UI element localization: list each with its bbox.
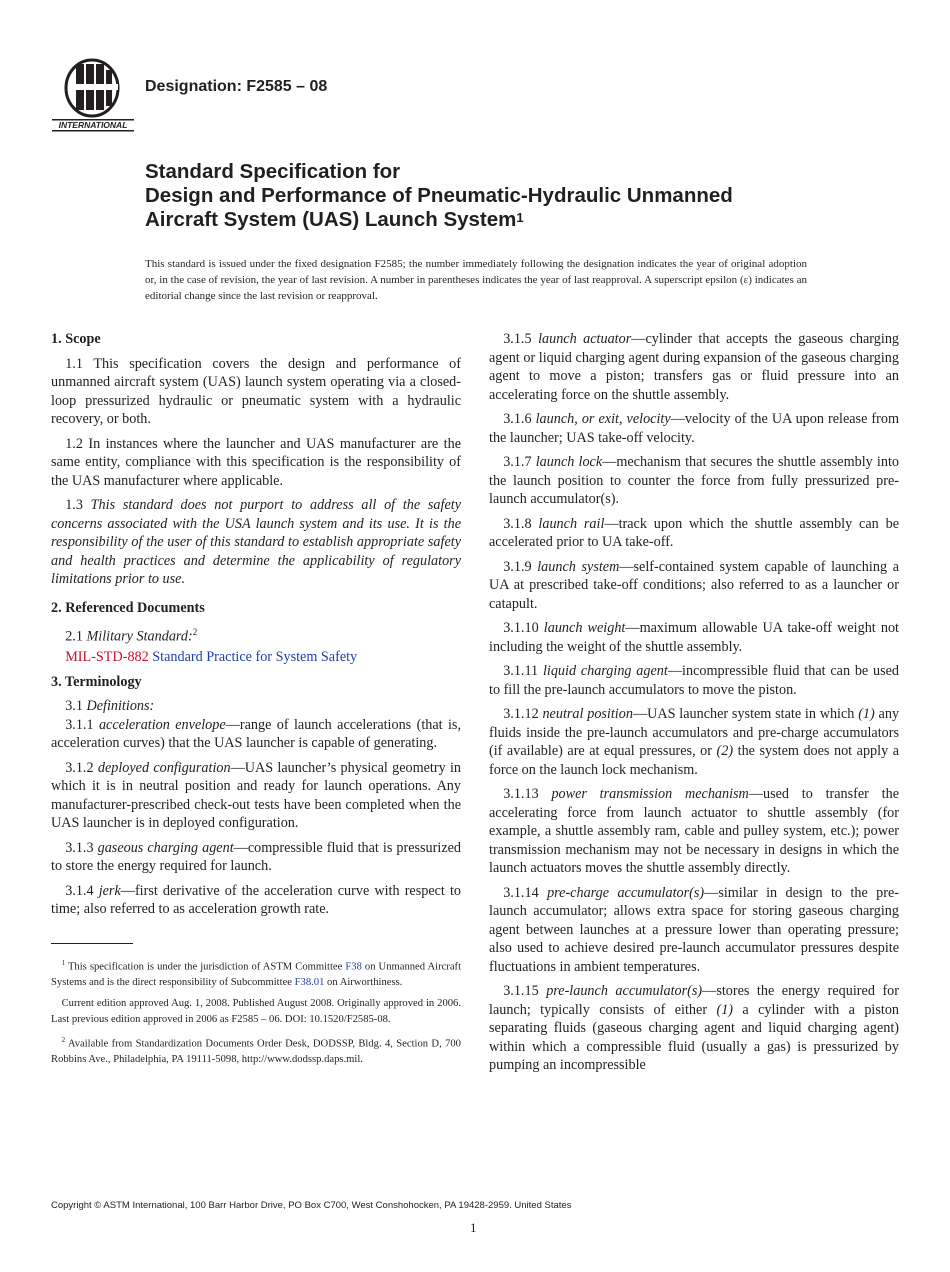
footnote-2: $^2$ Available from Standardization Documents Order Desk, DODSSP, Bldg. 4, Section D, 700 Robbins Ave., Philadelphia, PA 19111-5098, http://www.dodssp.daps.mil.: [51, 1036, 461, 1066]
title-footnote-ref: 1: [516, 210, 524, 225]
terminology-heading: 3. Terminology: [51, 673, 142, 690]
para-2-1: 2.1 Military Standard:$^2$: [65, 627, 198, 645]
mil-std-title-link[interactable]: Standard Practice for System Safety: [152, 649, 358, 666]
def-3-1-8: 3.1.8 launch rail—track upon which the shuttle assembly can be accelerated prior to UA take-off.: [489, 515, 899, 550]
f38-01-link[interactable]: F38.01: [294, 976, 325, 988]
reference-mil-std-882[interactable]: [51, 648, 461, 667]
def-3-1-1: 3.1.1 acceleration envelope—range of launch accelerations (that is, acceleration curves) that the UAS launcher is capable of generating.: [51, 716, 461, 752]
right-column: [489, 330, 899, 1081]
designation: Designation: F2585 – 08: [145, 78, 328, 95]
footnote-separator: [51, 943, 133, 944]
mil-std-code-link[interactable]: MIL-STD-882: [65, 649, 149, 666]
footnote-1: $^1$ This specification is under the jurisdiction of ASTM Committee F38 on Unmanned Aircraft Systems and is the direct responsibility of Subcommittee F38.01 on Airworthiness.: [51, 958, 462, 988]
para-1-1: 1.1 This specification covers the design and performance of unmanned aircraft system (UAS) launch system operating via a closed-loop pressurized hydraulic or pneumatic system with a hydraulic recovery, or both.: [51, 355, 461, 427]
def-3-1-2: 3.1.2 deployed configuration—UAS launcher’s physical geometry in which it is in neutral position and ready for launch operations. Any manufacturer-prescribed check-out tests have been completed when the UAS launcher is in deployed configuration.: [51, 759, 461, 832]
scope-heading: 1. Scope: [51, 331, 101, 347]
para-3-1: 3.1 Definitions:: [65, 698, 155, 715]
referenced-documents-heading: 2. Referenced Documents: [51, 599, 205, 616]
def-3-1-9: 3.1.9 launch system—self-contained system capable of launching a UA at prescribed take-off conditions; also referred to as a launcher or catapult.: [489, 558, 899, 612]
logo-text: INTERNATIONAL: [58, 120, 128, 130]
footnote-1-edition: Current edition approved Aug. 1, 2008. Published August 2008. Originally approved in 2006. Last previous edition approved in 2006 as F2585 – 06. DOI: 10.1520/F2585-08.: [51, 998, 461, 1025]
title-line-2: Design and Performance of Pneumatic-Hydraulic Unmanned: [145, 184, 733, 207]
f38-link[interactable]: F38: [345, 961, 362, 973]
def-3-1-5: 3.1.5 launch actuator—cylinder that accepts the gaseous charging agent or liquid charging agent during expansion of the gaseous charging agent to move a piston; transfers gas or fluid pressure into an accelerating force on the shuttle assembly.: [489, 331, 900, 403]
def-3-1-3: 3.1.3 gaseous charging agent—compressible fluid that is pressurized to store the energy required for launch.: [51, 839, 462, 875]
para-1-3: 1.3 This standard does not purport to address all of the safety concerns associated with the USA launch system and its use. It is the responsibility of the user of this standard to establish appropriate safety and health practices and determine the applicability of regulatory limitations prior to use.: [51, 497, 461, 587]
def-3-1-13: 3.1.13 power transmission mechanism—used to transfer the accelerating force from launch actuator to shuttle assembly (for example, a shuttle assembly ram, cable and pulley system, etc.); power transmission mechanism may not be necessary in designs in which the launch actuators moves the shuttle assembly directly.: [489, 786, 900, 876]
document-title: [145, 160, 865, 232]
def-3-1-4: 3.1.4 jerk—first derivative of the acceleration curve with respect to time; also referred to as acceleration growth rate.: [51, 882, 462, 918]
para-1-2: 1.2 In instances where the launcher and UAS manufacturer are the same entity, compliance with this specification is the responsibility of the UAS manufacturer where applicable.: [51, 435, 461, 489]
def-3-1-15: 3.1.15 pre-launch accumulator(s)—stores the energy required for launch; typically consists of either (1) a cylinder with a piston separating fluids (gaseous charging agent and liquid charging agent) within which a compressible fluid (usually a gas) is pressurized by pumping an incompressible: [489, 983, 900, 1073]
def-3-1-11: 3.1.11 liquid charging agent—incompressible fluid that can be used to fill the pre-launch accumulators to move the piston.: [489, 663, 899, 698]
astm-logo: [52, 56, 134, 132]
copyright-notice: Copyright © ASTM International, 100 Barr Harbor Drive, PO Box C700, West Conshohocken, PA 19428-2959. United States: [51, 1200, 572, 1211]
left-column: [51, 330, 461, 1074]
title-line-1: Standard Specification for: [145, 160, 401, 183]
def-3-1-7: 3.1.7 launch lock—mechanism that secures the shuttle assembly into the launch position to counter the force from fully pressurized pre-launch accumulator(s).: [489, 454, 900, 507]
def-3-1-6: 3.1.6 launch, or exit, velocity—velocity of the UA upon release from the launcher; UAS take-off velocity.: [489, 411, 899, 446]
title-line-3: Aircraft System (UAS) Launch System$^1$: [145, 208, 524, 231]
def-3-1-12: 3.1.12 neutral position—UAS launcher system state in which (1) any fluids inside the pre-launch accumulators and pre-charge accumulators (if available) are at equal pressures, or (2) the system does not apply a force on the launch lock mechanism.: [489, 706, 900, 778]
page-number: 1: [470, 1220, 477, 1235]
def-3-1-10: 3.1.10 launch weight—maximum allowable UA take-off weight not including the weight of the shuttle assembly.: [489, 620, 899, 655]
def-3-1-14: 3.1.14 pre-charge accumulator(s)—similar in design to the pre-launch accumulator; allows extra space for storing gaseous charging agent between launches at a pressure lower than operating pressure; also used to achieve desired pre-launch accumulator pressures despite fluctuations in ambient temperatures.: [489, 884, 899, 975]
intro-notice: This standard is issued under the fixed designation F2585; the number immediately following the designation indicates the year of original adoption or, in the case of revision, the year of last revision. A number in parentheses indicates the year of last reapproval. A superscript epsilon (ε) indicates an editorial change since the last revision or reapproval.: [145, 258, 807, 302]
